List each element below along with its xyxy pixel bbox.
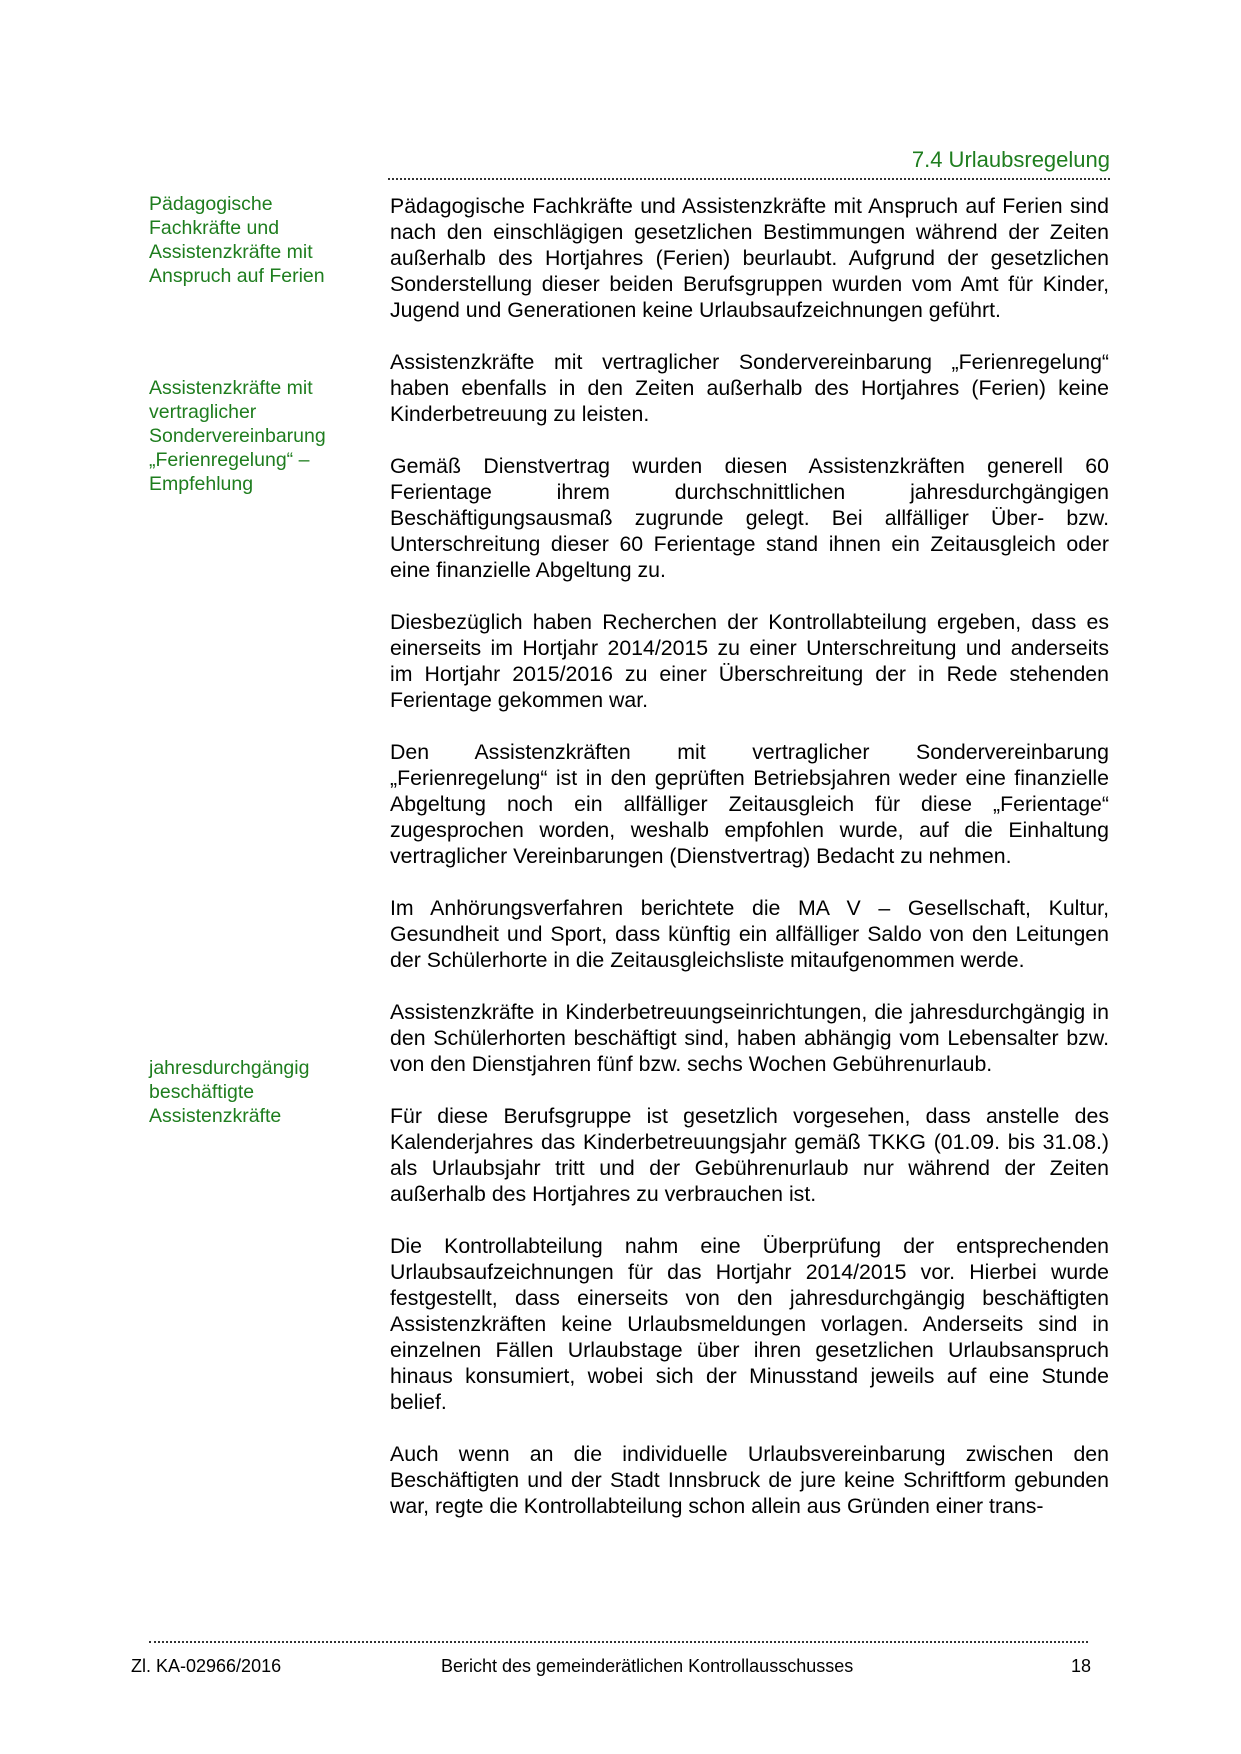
paragraph: Für diese Berufsgruppe ist gesetzlich vorgesehen, dass anstelle des Kalenderjahres das Kinderbetreuungsjahr gemäß TKKG (01.09. bis 31.08.) als Urlaubsjahr tritt und der Gebührenurlaub nur während der Zeiten außerhalb des Hortjahres zu verbrauchen ist. — [390, 1104, 1109, 1206]
paragraph: Den Assistenzkräften mit vertraglicher Sondervereinbarung „Ferienregelung“ ist in den geprüften Betriebsjahren weder eine finanzielle Abgeltung noch ein allfälliger Zeitausgleich für diese „Ferientage“ zugesprochen worden, weshalb empfohlen wurde, auf die Einhaltung vertraglicher Vereinbarungen (Dienstvertrag) Bedacht zu nehmen. — [390, 740, 1109, 868]
footer-title: Bericht des gemeinderätlichen Kontrollausschusses — [441, 1656, 854, 1676]
paragraph: Assistenzkräfte in Kinderbetreuungseinrichtungen, die jahresdurchgängig in den Schülerhorten beschäftigt sind, haben abhängig vom Lebensalter bzw. von den Dienstjahren fünf bzw. sechs Wochen Gebührenurlaub. — [390, 1000, 1109, 1076]
body-text — [390, 193, 1109, 1545]
paragraph: Pädagogische Fachkräfte und Assistenzkräfte mit Anspruch auf Ferien sind nach den einschlägigen gesetzlichen Bestimmungen während der Zeiten außerhalb des Hortjahres (Ferien) beurlaubt. Aufgrund der gesetzlichen Sonderstellung dieser beiden Berufsgruppen wurden vom Amt für Kinder, Jugend und Generationen keine Urlaubsaufzeichnungen geführt. — [390, 194, 1109, 322]
margin-note-paedagogische-fachkraefte: Pädagogische Fachkräfte und Assistenzkräfte mit Anspruch auf Ferien — [149, 193, 325, 287]
paragraph: Die Kontrollabteilung nahm eine Überprüfung der entsprechenden Urlaubsaufzeichnungen für das Hortjahr 2014/2015 vor. Hierbei wurde festgestellt, dass einerseits von den jahresdurchgängig beschäftigten Assistenzkräften keine Urlaubsmeldungen vorlagen. Anderseits sind in einzelnen Fällen Urlaubstage über ihren gesetzlichen Urlaubsanspruch hinaus konsumiert, wobei sich der Minusstand jeweils auf eine Stunde belief. — [390, 1234, 1109, 1414]
footer-reference: Zl. KA-02966/2016 — [131, 1656, 282, 1676]
section-header: 7.4 Urlaubsregelung — [388, 146, 1110, 180]
paragraph: Assistenzkräfte mit vertraglicher Sondervereinbarung „Ferienregelung“ haben ebenfalls in den Zeiten außerhalb des Hortjahres (Ferien) keine Kinderbetreuung zu leisten. — [390, 350, 1109, 426]
margin-note-jahresdurchgaengig: jahresdurchgängig beschäftigte Assistenzkräfte — [149, 1057, 310, 1127]
paragraph: Auch wenn an die individuelle Urlaubsvereinbarung zwischen den Beschäftigten und der Stadt Innsbruck de jure keine Schriftform gebunden war, regte die Kontrollabteilung schon allein aus Gründen einer trans- — [390, 1442, 1109, 1518]
paragraph: Gemäß Dienstvertrag wurden diesen Assistenzkräften generell 60 Ferientage ihrem durchschnittlichen jahresdurchgängigen Beschäftigungsausmaß zugrunde gelegt. Bei allfälliger Über- bzw. Unterschreitung dieser 60 Ferientage stand ihnen ein Zeitausgleich oder eine finanzielle Abgeltung zu. — [390, 454, 1109, 582]
page-number: 18 — [1070, 1656, 1091, 1676]
margin-note-ferienregelung-empfehlung: Assistenzkräfte mit vertraglicher Sondervereinbarung „Ferienregelung“ – Empfehlung — [149, 377, 326, 495]
paragraph: Im Anhörungsverfahren berichtete die MA V – Gesellschaft, Kultur, Gesundheit und Sport, dass künftig ein allfälliger Saldo von den Leitungen der Schülerhorte in die Zeitausgleichsliste mitaufgenommen werde. — [390, 896, 1109, 972]
footer-divider — [149, 1641, 1088, 1643]
paragraph: Diesbezüglich haben Recherchen der Kontrollabteilung ergeben, dass es einerseits im Hortjahr 2014/2015 zu einer Unterschreitung und anderseits im Hortjahr 2015/2016 zu einer Überschreitung der in Rede stehenden Ferientage gekommen war. — [390, 610, 1109, 712]
